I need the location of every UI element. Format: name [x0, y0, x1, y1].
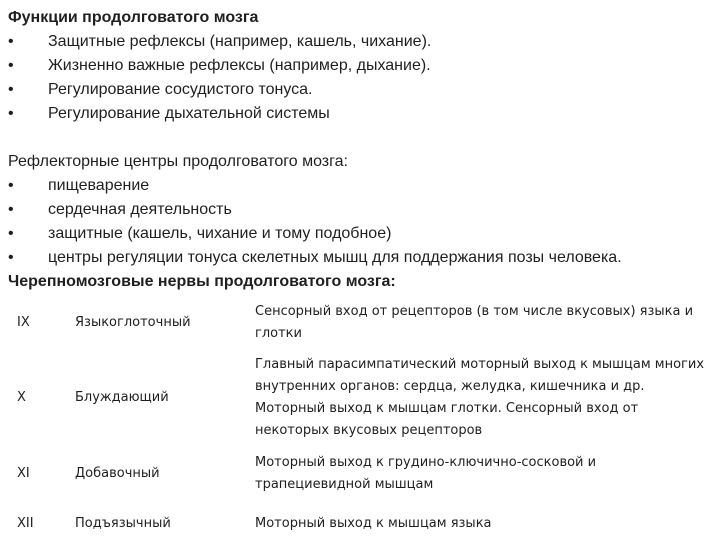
reflex-bullet-2 [8, 198, 713, 222]
nerve-description: Сенсорный вход от рецепторов (в том числе вкусовых) языка и глотки [255, 304, 694, 341]
reflex-centers-section [8, 150, 713, 294]
nerve-number: XII [17, 516, 34, 531]
nerve-number: X [17, 390, 26, 405]
functions-bullet-2 [8, 54, 713, 78]
functions-title: Функции продолговатого мозга [8, 9, 259, 26]
nerve-number: IX [17, 315, 30, 330]
bullet-text: Регулирование сосудистого тонуса. [48, 81, 313, 98]
table-row [8, 446, 713, 502]
nerve-description: Моторный выход к мышцам языка [255, 516, 492, 531]
bullet-marker: • [8, 225, 14, 242]
nerve-number: XI [17, 466, 30, 481]
functions-bullet-3 [8, 78, 713, 102]
bullet-marker: • [8, 33, 14, 50]
nerve-description: Моторный выход к грудино-ключично-сосковой и трапециевидной мышцам [255, 455, 597, 492]
bullet-marker: • [8, 81, 14, 98]
reflex-bullet-1 [8, 174, 713, 198]
bullet-marker: • [8, 201, 14, 218]
functions-bullet-1 [8, 30, 713, 54]
bullet-marker: • [8, 249, 14, 266]
bullet-text: защитные (кашель, чихание и тому подобное) [48, 225, 392, 242]
bullet-marker: • [8, 177, 14, 194]
bullet-marker: • [8, 57, 14, 74]
medulla-functions-section [8, 6, 713, 126]
table-row [8, 502, 713, 546]
bullet-text: Жизненно важные рефлексы (например, дыхание). [48, 57, 431, 74]
table-row [8, 350, 713, 446]
table-row [8, 296, 713, 350]
functions-bullet-4 [8, 102, 713, 126]
cranial-nerves-table [8, 296, 713, 546]
reflex-bullet-3 [8, 222, 713, 246]
cranial-nerves-title: Черепномозговые нервы продолговатого мозга: [8, 273, 396, 290]
reflex-centers-title: Рефлекторные центры продолговатого мозга: [8, 153, 348, 170]
nerve-name: Блуждающий [75, 390, 169, 405]
bullet-marker: • [8, 105, 14, 122]
bullet-text: центры регуляции тонуса скелетных мышц для поддержания позы человека. [48, 249, 622, 266]
bullet-text: Защитные рефлексы (например, кашель, чихание). [48, 33, 432, 50]
nerve-description: Главный парасимпатический моторный выход к мышцам многих внутренних органов: сердца, желудка, кишечника и др. Моторный выход к мышцам глотки. Сенсорный вход от некоторых вкусовых рецепторов [255, 357, 705, 438]
reflex-bullet-4 [8, 246, 713, 270]
bullet-text: пищеварение [48, 177, 150, 194]
nerve-name: Языкоглоточный [75, 315, 191, 330]
nerve-name: Подъязычный [75, 516, 171, 531]
bullet-text: сердечная деятельность [48, 201, 232, 218]
bullet-text: Регулирование дыхательной системы [48, 105, 330, 122]
nerve-name: Добавочный [75, 466, 160, 481]
